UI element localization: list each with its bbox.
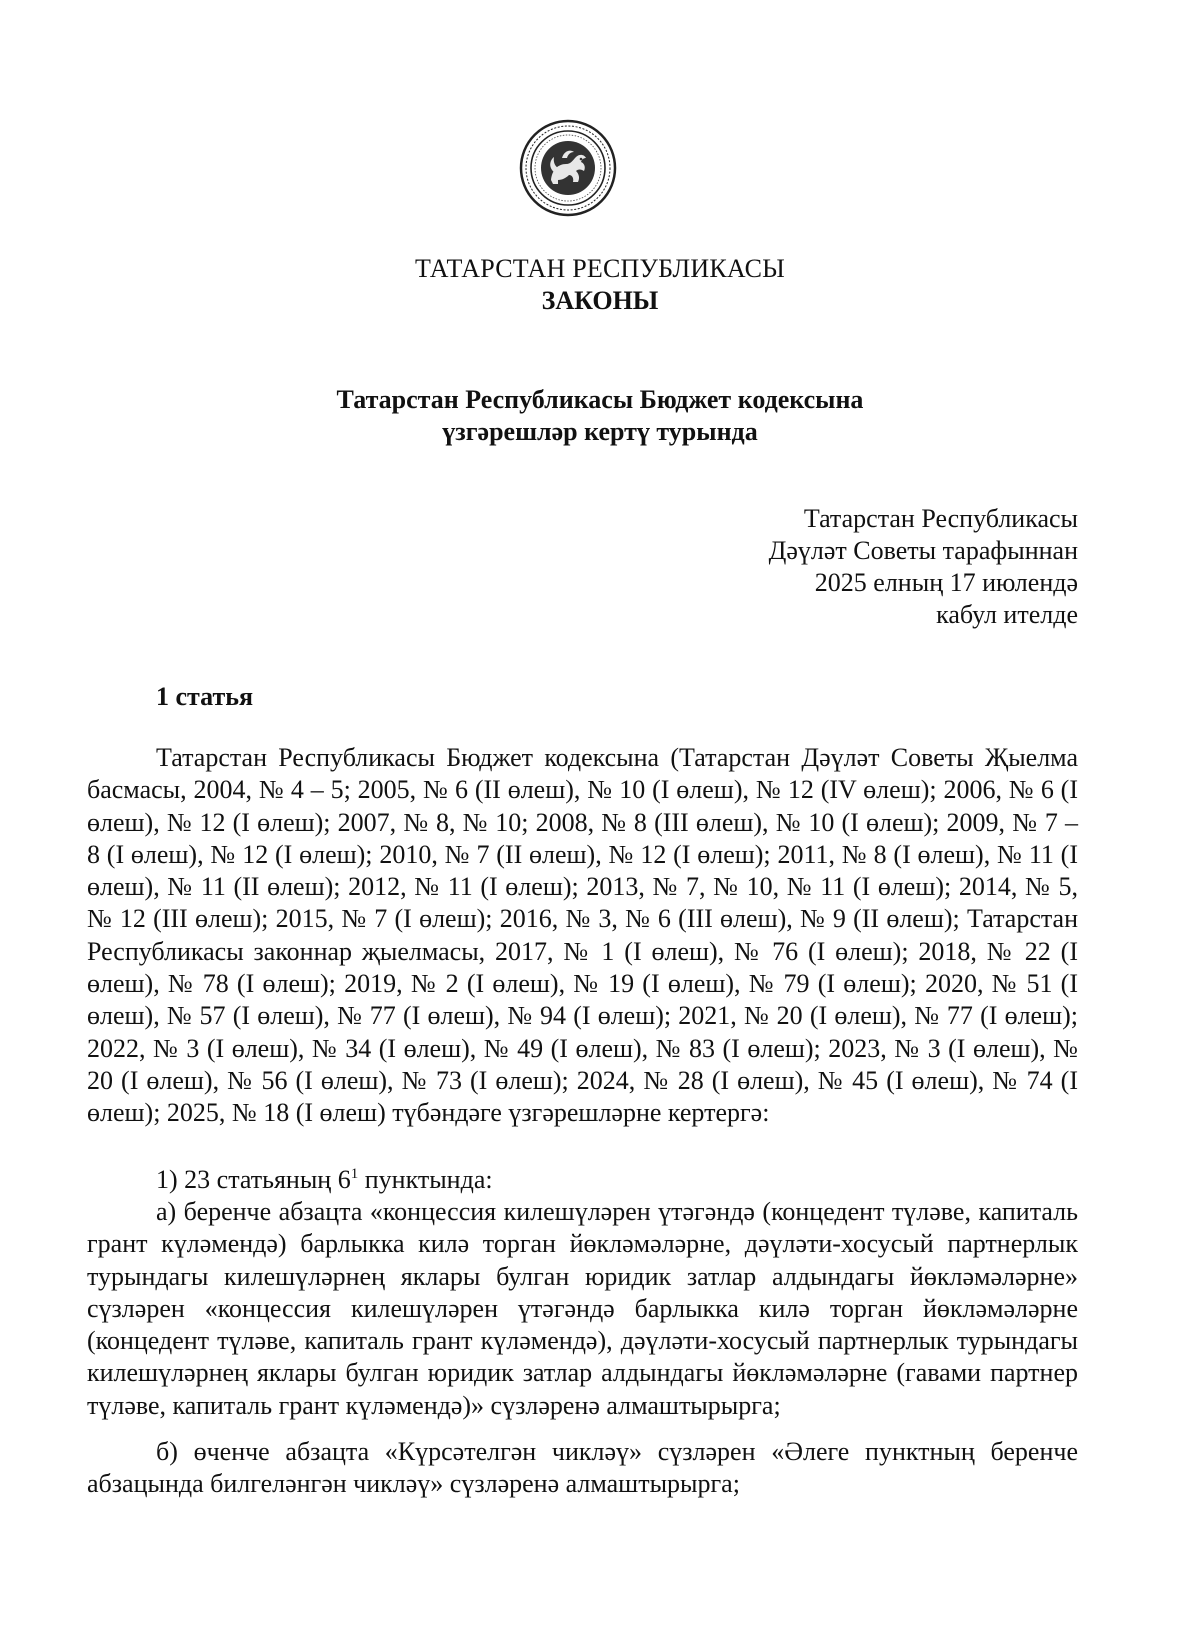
coat-of-arms-emblem xyxy=(518,118,618,218)
law-title xyxy=(0,384,1200,448)
item-1-superscript: 1 xyxy=(350,1166,359,1182)
law-title-line-2: үзгәрешләр кертү турында xyxy=(442,417,758,446)
document-type: ЗАКОНЫ xyxy=(541,286,659,315)
adoption-line-3: 2025 елның 17 июлендә xyxy=(814,568,1078,597)
adoption-line-1: Татарстан Республикасы xyxy=(803,504,1078,533)
issuer-name: ТАТАРСТАН РЕСПУБЛИКАСЫ xyxy=(415,254,785,283)
item-1-prefix: 1) 23 статьяның 6 xyxy=(156,1165,351,1194)
article-heading: 1 статья xyxy=(156,682,254,711)
adoption-line-4: кабул ителде xyxy=(936,600,1078,629)
emblem-icon xyxy=(518,118,618,218)
subitem-b-paragraph: б) өченче абзацта «Күрсәтелгән чикләү» сүзләрен «Әлеге пунктның беренче абзацында билгеләнгән чикләү» сүзләренә алмаштырырга; xyxy=(87,1437,1078,1499)
subitem-a-paragraph: а) беренче абзацта «концессия килешүләрен үтәгәндә (концедент түләве, капиталь грант күләмендә) барлыкка килә торган йөкләмәләрне, дәүләти-хосусый партнерлык турындагы килешүләрнең яклары булган юридик затлар алдындагы йөкләмәләрне» сүзләрен «концессия килешүләрен үтәгәндә барлыкка килә торган йөкләмәләрне (концедент түләве, капиталь грант күләмендә), дәүләти-хосусый партнерлык турындагы килешүләрнең яклары булган юридик затлар алдындагы йөкләмәләрне (гавами партнер түләве, капиталь грант күләмендә)» сүзләренә алмаштырырга; xyxy=(87,1197,1078,1420)
item-1-label xyxy=(156,1164,493,1196)
adoption-block xyxy=(769,503,1078,631)
law-title-line-1: Татарстан Республикасы Бюджет кодексына xyxy=(336,385,864,414)
article-intro-paragraph: Татарстан Республикасы Бюджет кодексына (Татарстан Дәүләт Советы Җыелма басмасы, 2004, № 4 – 5; 2005, № 6 (II өлеш), № 10 (I өлеш), № 12 (IV өлеш); 2006, № 6 (I өлеш), № 12 (I өлеш); 2007, № 8, № 10; 2008, № 8 (III өлеш), № 10 (I өлеш); 2009, № 7 – 8 (I өлеш), № 12 (I өлеш); 2010, № 7 (II өлеш), № 12 (I өлеш); 2011, № 8 (I өлеш), № 11 (I өлеш), № 11 (II өлеш); 2012, № 11 (I өлеш); 2013, № 7, № 10, № 11 (I өлеш); 2014, № 5, № 12 (III өлеш); 2015, № 7 (I өлеш); 2016, № 3, № 6 (III өлеш), № 9 (II өлеш); Татарстан Республикасы законнар җыелмасы, 2017, № 1 (I өлеш), № 76 (I өлеш); 2018, № 22 (I өлеш), № 78 (I өлеш); 2019, № 2 (I өлеш), № 19 (I өлеш), № 79 (I өлеш); 2020, № 51 (I өлеш), № 57 (I өлеш), № 77 (I өлеш), № 94 (I өлеш); 2021, № 20 (I өлеш), № 77 (I өлеш); 2022, № 3 (I өлеш), № 34 (I өлеш), № 49 (I өлеш), № 83 (I өлеш); 2023, № 3 (I өлеш), № 20 (I өлеш), № 56 (I өлеш), № 73 (I өлеш); 2024, № 28 (I өлеш), № 45 (I өлеш), № 74 (I өлеш); 2025, № 18 (I өлеш) түбәндәге үзгәрешләрне кертергә: xyxy=(87,743,1078,1128)
item-1-suffix: пунктында: xyxy=(358,1165,493,1194)
adoption-line-2: Дәүләт Советы тарафыннан xyxy=(768,536,1078,565)
